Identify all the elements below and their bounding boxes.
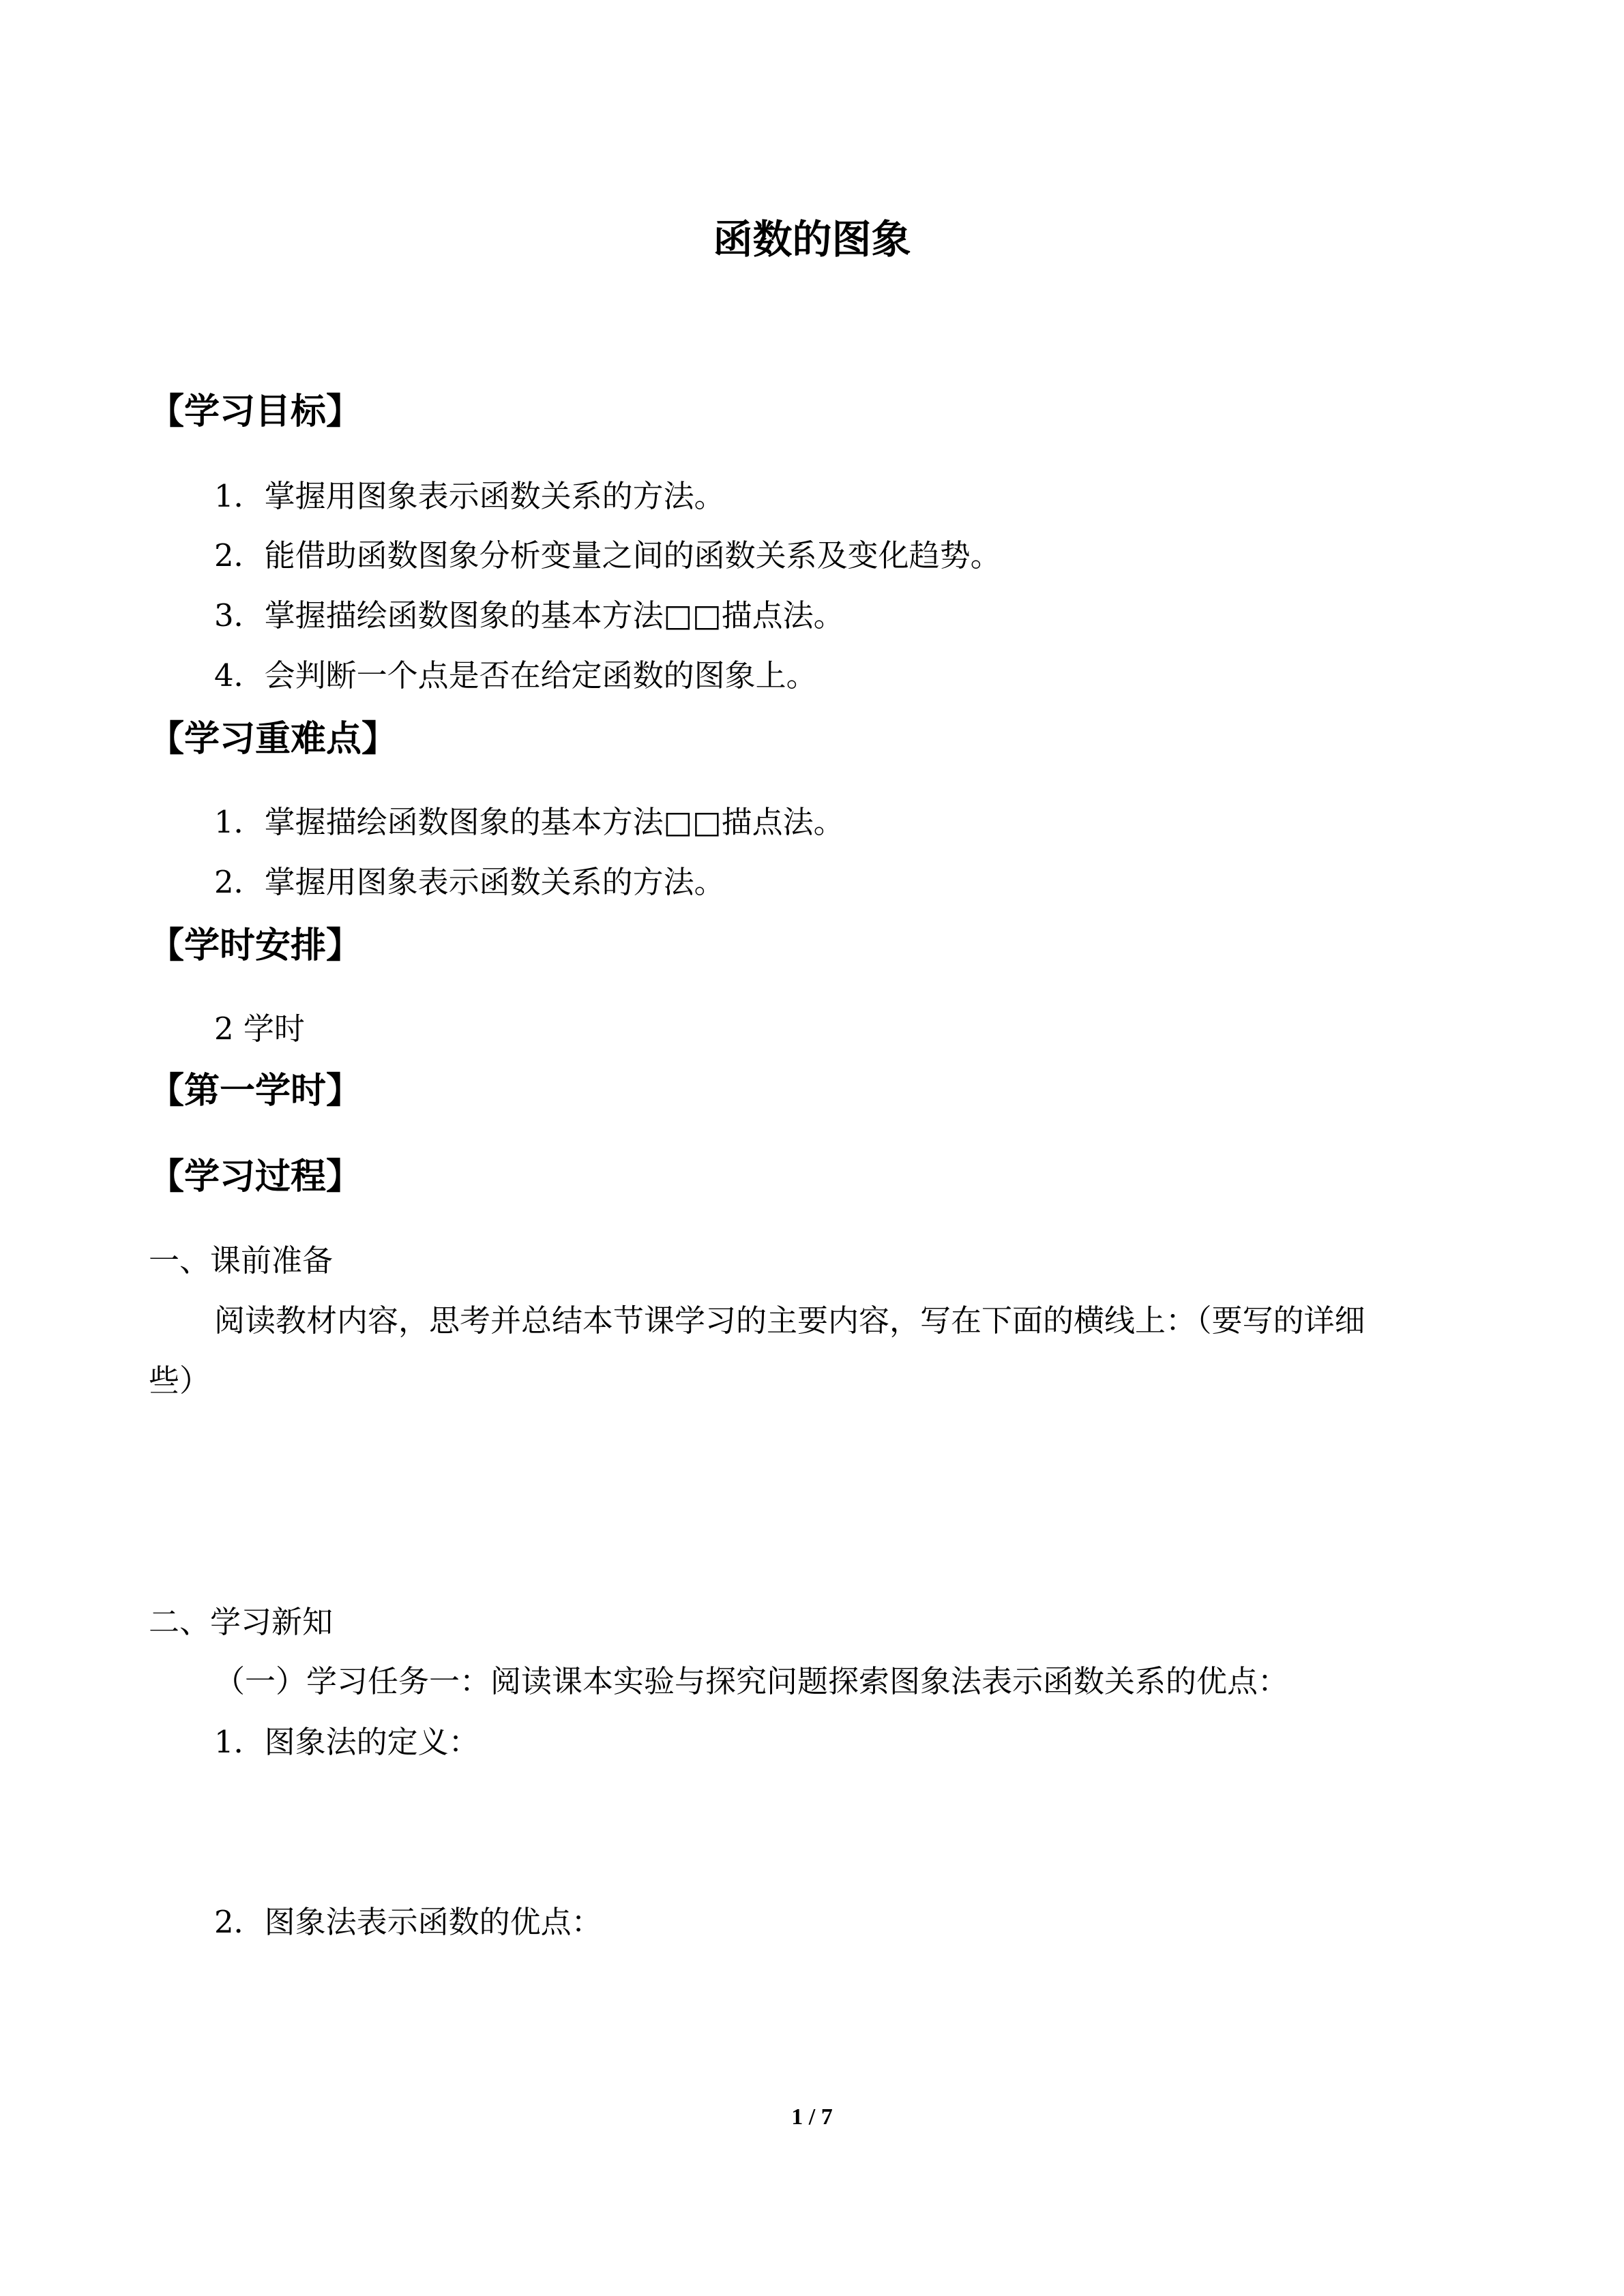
question-2: 2．图象法表示函数的优点： [214,1904,602,1940]
section-heading-key-points: 【学习重难点】 [149,718,398,760]
prep-text-line-1: 阅读教材内容，思考并总结本节课学习的主要内容，写在下面的横线上：（要写的详细 [214,1302,1365,1339]
prep-heading: 一、课前准备 [149,1242,334,1279]
section-heading-schedule: 【学时安排】 [149,925,362,966]
prep-text-line-2: 些） [149,1362,211,1399]
goal-item-1: 1．掌握用图象表示函数关系的方法。 [214,478,725,514]
goal-item-2: 2．能借助函数图象分析变量之间的函数关系及变化趋势。 [214,537,1001,573]
schedule-text: 2 学时 [214,1011,305,1047]
section-heading-first-lesson: 【第一学时】 [149,1070,362,1112]
task-1-text: （一）学习任务一：阅读课本实验与探究问题探索图象法表示函数关系的优点： [214,1663,1289,1699]
page-number: 1 / 7 [791,2104,833,2130]
new-knowledge-heading: 二、学习新知 [149,1604,334,1640]
key-point-item-2: 2．掌握用图象表示函数关系的方法。 [214,864,725,900]
section-heading-process: 【学习过程】 [149,1156,362,1197]
goal-item-4: 4．会判断一个点是否在给定函数的图象上。 [214,657,817,694]
page-title: 函数的图象 [713,216,911,263]
question-1: 1．图象法的定义： [214,1724,479,1760]
section-heading-goals: 【学习目标】 [149,391,362,432]
goal-item-3: 3．掌握描绘函数图象的基本方法□□描点法。 [214,597,844,633]
key-point-item-1: 1．掌握描绘函数图象的基本方法□□描点法。 [214,804,844,840]
